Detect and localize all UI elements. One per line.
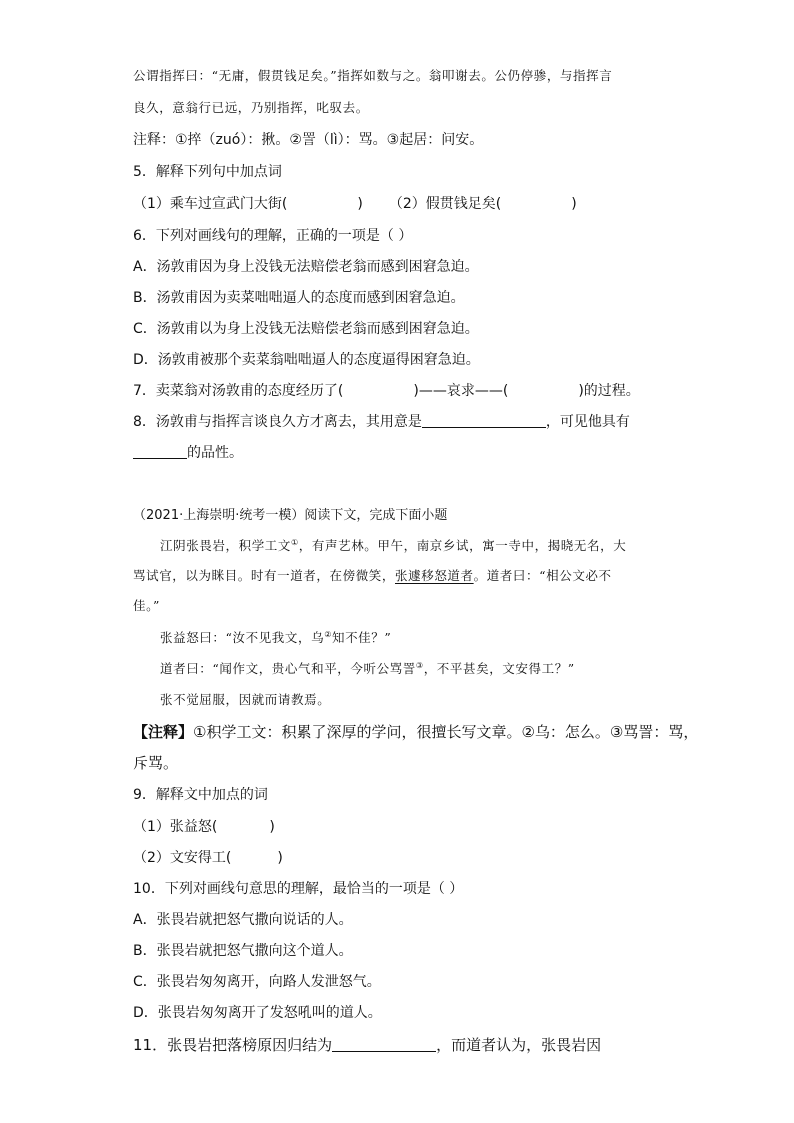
section2-p4: 张不觉屈服，因就而请教焉。 [160,692,331,707]
q5-items [133,194,577,214]
note2-label: 【注释】 [133,723,194,741]
passage1-line1: 公谓指挥曰：“无庸，假贯钱足矣。”指挥如数与之。翁叩谢去。公仍停骖，与指挥言 [133,68,613,83]
q5-stem: 5．解释下列句中加点词 [133,164,282,180]
note2-line1 [133,722,698,742]
q8-line1 [133,412,630,432]
section2-p1-line2-b: 。道者曰：“相公文必不 [473,568,612,583]
q10-stem: 10．下列对画线句意思的理解，最恰当的一项是（ ） [133,881,464,897]
section2-header: （2021·上海崇明·统考一模）阅读下文，完成下面小题 [133,508,448,523]
section2-p3-a: 道者曰：“闻作文，贵心气和平，今听公骂詈 [160,661,416,676]
section2-p1-line3: 佳。” [133,598,160,613]
q5-item1-suffix: ) [357,196,363,212]
q9-item2-prefix: （2）文安得工( [133,850,232,866]
q7 [133,381,640,401]
note1: 注释：①捽（zuó）：揪。②詈（lì）：骂。③起居：问安。 [133,132,484,148]
q6-option-c: C．汤敦甫以为身上没钱无法赔偿老翁而感到困窘急迫。 [133,321,479,337]
q8-line2-suffix: 的品性。 [187,445,243,461]
q6-option-b: B．汤敦甫因为卖菜咄咄逼人的态度而感到困窘急迫。 [133,290,465,306]
q5-item1-prefix: （1）乘车过宣武门大街( [133,196,288,212]
q10-option-b: B．张畏岩就把怒气撒向这个道人。 [133,943,353,959]
q8-line2 [133,443,243,463]
q6-stem: 6．下列对画线句的理解，正确的一项是（ ） [133,228,413,244]
q8-blank1[interactable] [422,413,546,428]
q10-option-a: A．张畏岩就把怒气撒向说话的人。 [133,912,353,928]
section2-p2 [160,628,391,648]
section2-p2-a: 张益怒曰：“汝不见我文，乌 [160,630,325,645]
q11-prefix: 11．张畏岩把落榜原因归结为 [133,1036,333,1054]
section2-p3-sup: ③ [415,660,424,670]
q11-blank[interactable] [332,1037,436,1052]
q10-option-c: C．张畏岩匆匆离开，向路人发泄怒气。 [133,974,381,990]
section2-p1-b: ，有声艺林。甲午，南京乡试，寓一寺中，揭晓无名，大 [298,538,627,553]
q5-item2-prefix: （2）假贯钱足矣( [388,196,502,212]
passage1-line2: 良久，意翁行已远，乃别指挥，叱驭去。 [133,100,369,115]
q9-item2 [133,848,283,868]
q9-item2-suffix: ) [277,850,283,866]
q9-item1-suffix: ) [269,819,275,835]
q6-option-a: A．汤敦甫因为身上没钱无法赔偿老翁而感到困窘急迫。 [133,259,479,275]
q9-stem: 9．解释文中加点的词 [133,787,268,803]
section2-p3-b: ，不平甚矣，文安得工？” [423,661,575,676]
q7-suffix: )的过程。 [578,383,640,399]
q9-item1-prefix: （1）张益怒( [133,819,218,835]
section2-p2-sup: ② [324,629,332,639]
q8-prefix: 8．汤敦甫与指挥言谈良久方才离去，其用意是 [133,414,422,430]
q11-suffix: ，而道者认为，张畏岩因 [436,1036,602,1054]
section2-p1-line2-a: 骂试官，以为眯目。时有一道者，在傍微笑， [133,568,396,583]
section2-p1-line1 [160,536,626,556]
q7-middle: )——哀求——( [413,383,509,399]
q10-option-d: D．张畏岩匆匆离开了发怒吼叫的道人。 [133,1005,382,1021]
section2-p1-sup: ① [291,537,299,547]
q5-item2-suffix: ) [571,196,577,212]
q6-option-d: D．汤敦甫被那个卖菜翁咄咄逼人的态度逼得困窘急迫。 [133,352,480,368]
q11 [133,1035,601,1055]
q8-blank2[interactable] [133,444,187,459]
q8-suffix: ，可见他具有 [545,414,630,430]
note2-text: ①积学工文：积累了深厚的学问，很擅长写文章。②乌：怎么。③骂詈：骂， [193,723,699,741]
section2-p1-a: 江阴张畏岩，积学工文 [160,538,292,553]
q9-item1 [133,817,275,837]
section2-p2-b: 知不佳？” [331,630,392,645]
q7-prefix: 7．卖菜翁对汤敦甫的态度经历了( [133,383,344,399]
section2-p3 [160,659,575,679]
underlined-sentence: 张遽移怒道者 [395,568,474,583]
note2-line2: 斥骂。 [133,754,179,772]
section2-p1-line2 [133,566,612,586]
